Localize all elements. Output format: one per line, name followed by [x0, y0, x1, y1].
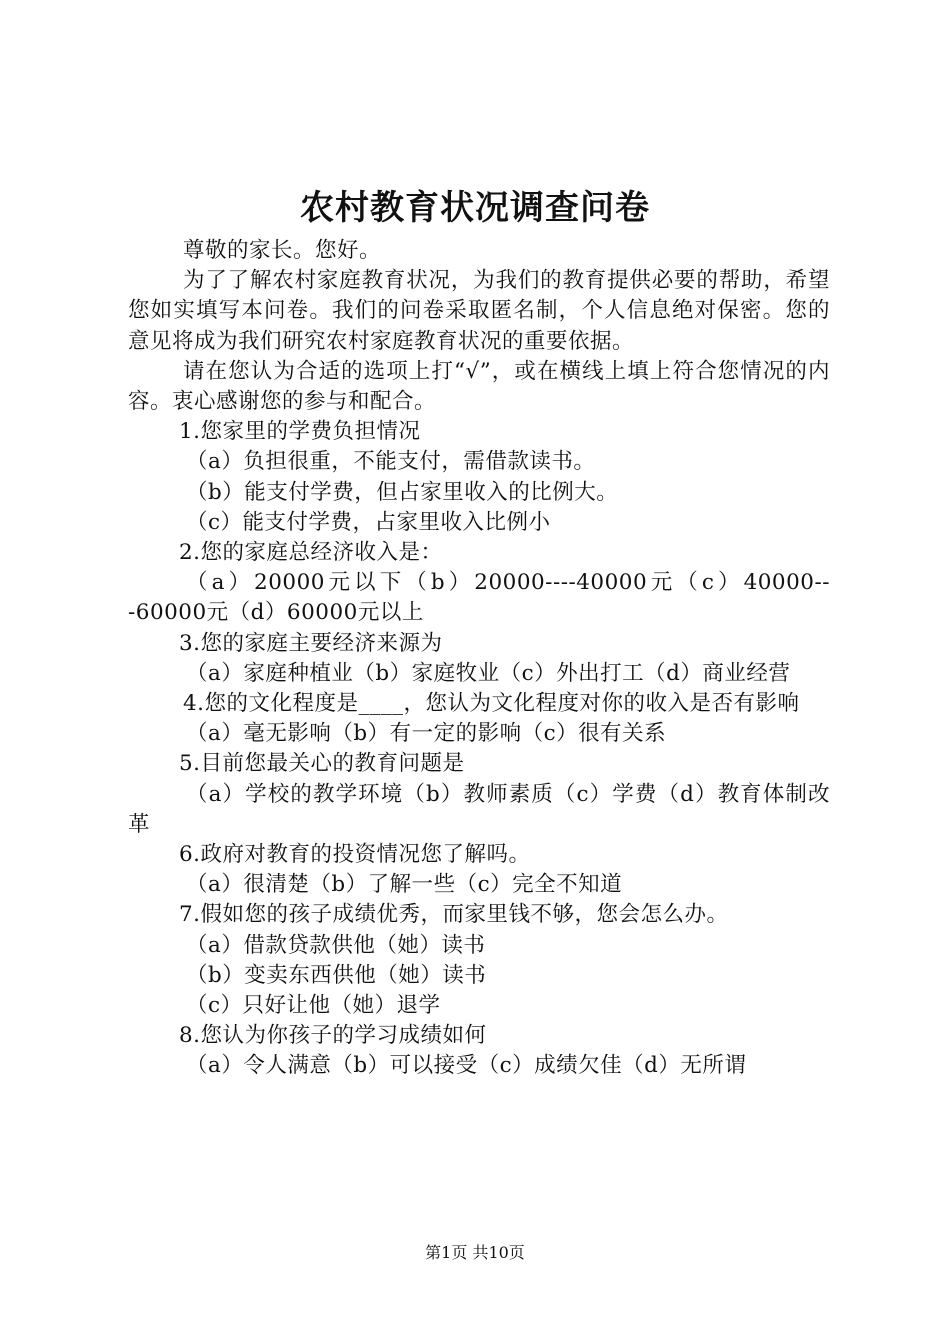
- intro-paragraph: 为了了解农村家庭教育状况，为我们的教育提供必要的帮助，希望您如实填写本问卷。我们的问卷采取匿名制，个人信息绝对保密。您的意见将成为我们研究农村家庭教育状况的重要依据。: [128, 268, 830, 354]
- document-title: 农村教育状况调查问卷: [300, 188, 650, 228]
- question-8-options: （a）令人满意（b）可以接受（c）成绩欠佳（d）无所谓: [186, 1053, 747, 1079]
- page-number: 第1页 共10页: [425, 1243, 525, 1262]
- question-4-options: （a）毫无影响（b）有一定的影响（c）很有关系: [186, 721, 667, 747]
- instructions-paragraph: 请在您认为合适的选项上打“√”，或在横线上填上符合您情况的内容。衷心感谢您的参与和配合。: [128, 358, 830, 415]
- question-2: 2.您的家庭总经济收入是：: [179, 540, 443, 566]
- question-3-options: （a）家庭种植业（b）家庭牧业（c）外出打工（d）商业经营: [186, 660, 791, 686]
- question-7: 7.假如您的孩子成绩优秀，而家里钱不够，您会怎么办。: [179, 902, 729, 928]
- greeting: 尊敬的家长。您好。: [183, 238, 382, 263]
- question-1-option-a: （a）负担很重，不能支付，需借款读书。: [186, 449, 596, 475]
- question-2-options: （a）20000元以下（b）20000----40000元（c）40000---60000元（d）60000元以上: [128, 570, 830, 626]
- question-6: 6.政府对教育的投资情况您了解吗。: [179, 842, 531, 868]
- question-4: 4.您的文化程度是____，您认为文化程度对你的收入是否有影响: [183, 691, 800, 717]
- question-6-options: （a）很清楚（b）了解一些（c）完全不知道: [186, 872, 623, 898]
- question-5: 5.目前您最关心的教育问题是: [179, 751, 465, 777]
- question-1: 1.您家里的学费负担情况: [179, 419, 421, 445]
- question-7-option-a: （a）借款贷款供他（她）读书: [186, 932, 486, 958]
- question-7-option-b: （b）变卖东西供他（她）读书: [186, 962, 487, 988]
- question-1-option-b: （b）能支付学费，但占家里收入的比例大。: [186, 479, 619, 505]
- question-5-options: （a）学校的教学环境（b）教师素质（c）学费（d）教育体制改革: [128, 781, 830, 837]
- question-3: 3.您的家庭主要经济来源为: [179, 630, 443, 656]
- document-body: [128, 236, 830, 1082]
- question-1-option-c: （c）能支付学费，占家里收入比例小: [186, 509, 551, 535]
- question-8: 8.您认为你孩子的学习成绩如何: [179, 1023, 487, 1049]
- question-7-option-c: （c）只好让他（她）退学: [186, 993, 441, 1019]
